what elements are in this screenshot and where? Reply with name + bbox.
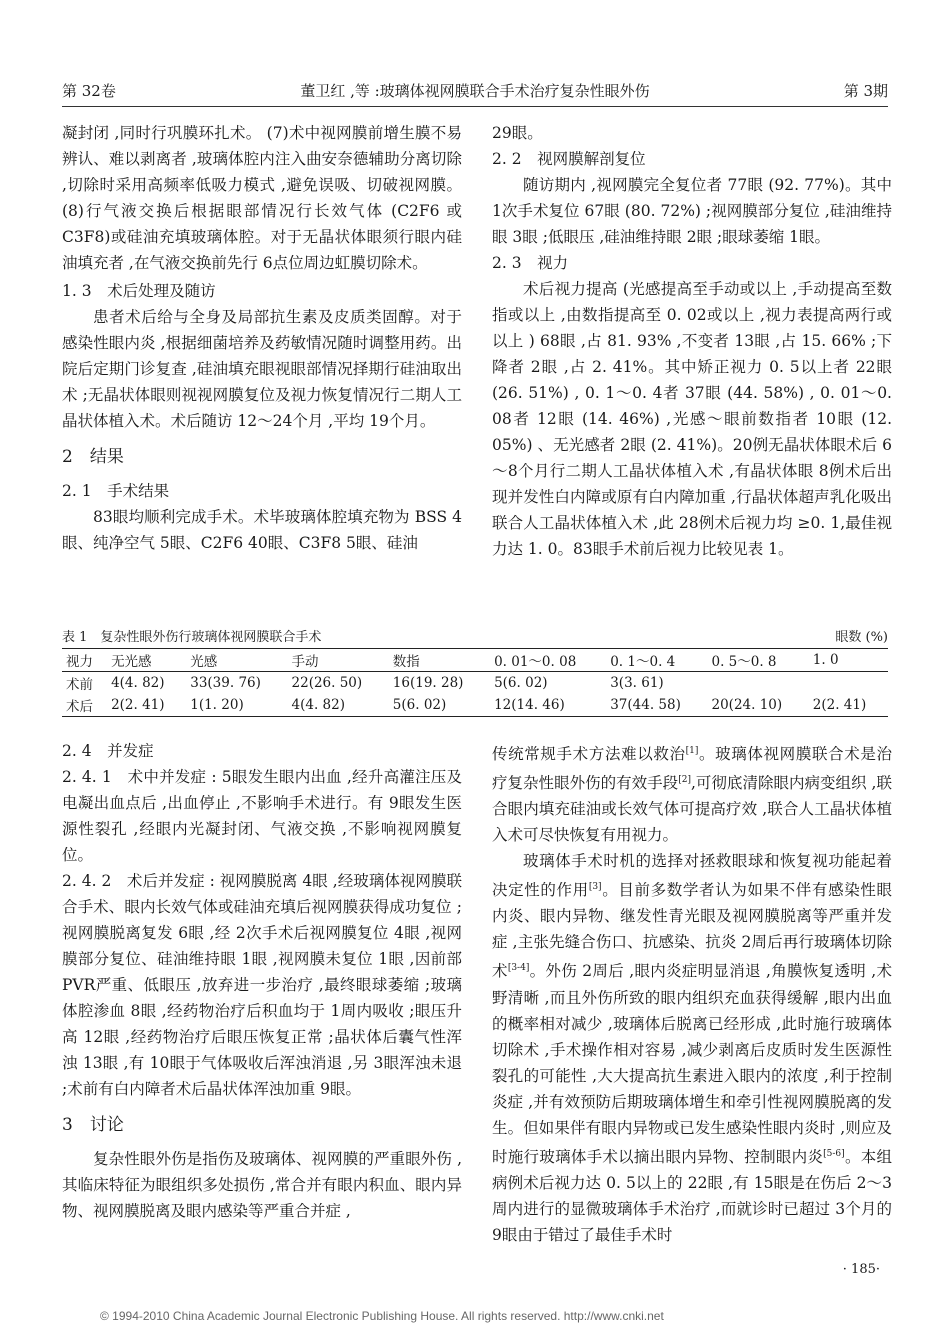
header-rule xyxy=(62,106,888,107)
section-2-title: 2 结果 xyxy=(62,447,124,467)
table-cell: 术后 xyxy=(66,699,93,715)
paragraph: 29眼。 xyxy=(492,124,543,142)
paragraph: 随访期内 ,视网膜完全复位者 77眼 (92. 77%)。其中 1次手术复位 67眼 (80. 72%) ;视网膜部分复位 ,硅油维持眼 3眼 ;低眼压 ,硅油维持眼 2眼 ;眼球萎缩 1眼。 xyxy=(492,176,892,246)
paragraph: 2. 4. 1 术中并发症 : 5眼发生眼内出血 ,经升高灌注压及电凝出血点后 ,出血停止 ,不影响手术进行。有 9眼发生医源性裂孔 ,经眼内光凝封闭、气液交换 ,不影响视网膜复位。 xyxy=(62,768,462,864)
paragraph: 传统常规手术方法难以救治[1]。玻璃体视网膜联合术是治疗复杂性眼外伤的有效手段[2],可彻底清除眼内病变组织 ,联合眼内填充硅油或长效气体可提高疗效 ,联合人工晶状体植入术可尽快恢复有用视力。 xyxy=(492,745,892,845)
table-unit: 眼数 (%) xyxy=(835,630,888,645)
table-header-cell: 1. 0 xyxy=(812,652,839,668)
paragraph: 凝封闭 ,同时行巩膜环扎术。 (7)术中视网膜前增生膜不易辨认、难以剥离者 ,玻璃体腔内注入曲安奈德辅助分离切除 ,切除时采用高频率低吸力模式 ,避免误吸、切破视网膜。 (8)行气液交换后根据眼部情况行长效气体 (C2F6 或 C3F8)或硅油充填玻璃体腔。对于无晶状体眼须行眼内硅油填充者 ,在气液交换前先行 6点位周边虹膜切除术。 xyxy=(62,124,462,272)
table-cell: 2(2. 41) xyxy=(111,697,165,713)
table-header-cell: 0. 01～0. 08 xyxy=(494,654,577,670)
volume-label: 第 32卷 xyxy=(62,82,116,100)
table-cell: 4(4. 82) xyxy=(111,675,165,691)
table-cell xyxy=(708,672,809,695)
section-1-3-title: 1. 3 术后处理及随访 xyxy=(62,282,216,300)
copyright-footer: © 1994-2010 China Academic Journal Electronic Publishing House. All rights reserved. http://www.cnki.net xyxy=(100,1309,664,1323)
paragraph: 复杂性眼外伤是指伤及玻璃体、视网膜的严重眼外伤 ,其临床特征为眼组织多处损伤 ,常合并有眼内积血、眼内异物、视网膜脱离及眼内感染等严重合并症 , xyxy=(62,1150,462,1220)
table-caption: 表 1 复杂性眼外伤行玻璃体视网膜联合手术 xyxy=(62,630,322,645)
table-cell: 5(6. 02) xyxy=(392,697,447,713)
paragraph: 玻璃体手术时机的选择对拯救眼球和恢复视功能起着决定性的作用[3]。目前多数学者认为如果不伴有感染性眼内炎、眼内异物、继发性青光眼及视网膜脱离等严重并发症 ,主张先缝合伤口、抗感染、抗炎 2周后再行玻璃体切除术[3-4]。外伤 2周后 ,眼内炎症明显消退 ,角膜恢复透明 ,术野清晰 ,而且外伤所致的眼内组织充血获得缓解 ,眼内出血的概率相对减少 ,玻璃体后脱离已经形成 ,此时施行玻璃体切除术 ,手术操作相对容易 ,减少剥离后皮质时发生医源性裂孔的可能性 ,大大提高抗生素进入眼内的浓度 ,利于控制炎症 ,并有效预防后期玻璃体增生和牵引性视网膜脱离的发生。但如果伴有眼内异物或已发生感染性眼内炎时 ,则应及时施行玻璃体手术以摘出眼内异物、控制眼内炎[5-6]。本组病例术后视力达 0. 5以上的 22眼 ,有 15眼是在伤后 2～3周内进行的显微玻璃体手术治疗 ,而就诊时已超过 3个月的 9眼由于错过了最佳手术时 xyxy=(492,852,892,1244)
table-header-cell: 手动 xyxy=(291,654,319,670)
section-3-title: 3 讨论 xyxy=(62,1115,124,1135)
table-header-cell: 光感 xyxy=(190,654,218,670)
table-cell: 3(3. 61) xyxy=(610,675,664,691)
citation: [3-4] xyxy=(507,963,530,974)
paragraph: 患者术后给与全身及局部抗生素及皮质类固醇。对于感染性眼内炎 ,根据细菌培养及药敏情况随时调整用药。出院后定期门诊复查 ,硅油填充眼视眼部情况择期行硅油取出术 ;无晶状体眼则视视网膜复位及视力恢复情况行二期人工晶状体植入术。术后随访 12～24个月 ,平均 19个月。 xyxy=(62,308,462,430)
right-column-top xyxy=(492,120,892,562)
table-cell: 术前 xyxy=(66,677,93,693)
table-cell: 4(4. 82) xyxy=(291,697,345,713)
running-header xyxy=(62,80,888,106)
table-cell: 12(14. 46) xyxy=(494,697,565,713)
section-2-1-title: 2. 1 手术结果 xyxy=(62,482,170,500)
section-2-2-title: 2. 2 视网膜解剖复位 xyxy=(492,150,646,168)
citation: [3] xyxy=(588,882,602,893)
table-header-cell: 数指 xyxy=(392,654,420,670)
left-column-bottom xyxy=(62,738,462,1224)
table-row xyxy=(62,694,888,717)
issue-label: 第 3期 xyxy=(843,82,888,100)
table-header-cell: 视力 xyxy=(66,654,93,670)
citation: [5-6] xyxy=(823,1148,845,1159)
table-header-cell: 0. 1～0. 4 xyxy=(610,654,676,670)
table-header-cell: 无光感 xyxy=(111,654,152,670)
section-2-4-title: 2. 4 并发症 xyxy=(62,742,154,760)
section-2-3-title: 2. 3 视力 xyxy=(492,254,569,272)
paragraph: 83眼均顺利完成手术。术毕玻璃体腔填充物为 BSS 4眼、纯净空气 5眼、C2F6 40眼、C3F8 5眼、硅油 xyxy=(62,508,462,552)
running-title: 董卫红 ,等 :玻璃体视网膜联合手术治疗复杂性眼外伤 xyxy=(300,82,650,100)
left-column-top xyxy=(62,120,462,556)
table-cell: 1(1. 20) xyxy=(190,697,244,713)
table-row xyxy=(62,672,888,695)
table-cell: 5(6. 02) xyxy=(494,675,548,691)
results-table xyxy=(62,648,888,717)
right-column-bottom xyxy=(492,738,892,1248)
table-header-cell: 0. 5～0. 8 xyxy=(711,654,777,670)
paragraph: 2. 4. 2 术后并发症 : 视网膜脱离 4眼 ,经玻璃体视网膜联合手术、眼内长效气体或硅油充填后视网膜获得成功复位 ;视网膜脱离复发 6眼 ,经 2次手术后视网膜复位 4眼 ,视网膜部分复位、硅油维持眼 1眼 ,视网膜未复位 1眼 ,因前部 PVR严重、低眼压 ,放弃进一步治疗 ,最终眼球萎缩 ;玻璃体腔渗血 8眼 ,经药物治疗后积血均于 1周内吸收 ;眼压升高 12眼 ,经药物治疗后眼压恢复正常 ;晶状体后囊气性浑浊 13眼 ,有 10眼于气体吸收后浑浊消退 ,另 3眼浑浊未退 ;术前有白内障者术后晶状体浑浊加重 9眼。 xyxy=(62,872,462,1098)
table-header-row xyxy=(62,649,888,672)
table-cell: 20(24. 10) xyxy=(711,697,783,713)
citation: [2] xyxy=(678,775,691,786)
table-cell: 2(2. 41) xyxy=(812,697,867,713)
table-cell xyxy=(809,672,888,695)
paragraph: 术后视力提高 (光感提高至手动或以上 ,手动提高至数指或以上 ,由数指提高至 0. 02或以上 ,视力表提高两行或以上 ) 68眼 ,占 81. 93% ,不变者 13眼 ,占 15. 66% ;下降者 2眼 ,占 2. 41%。其中矫正视力 0. 5以上者 22眼 (26. 51%) , 0. 1～0. 4者 37眼 (44. 58%) , 0. 01～0. 08者 12眼 (14. 46%) ,光感～眼前数指者 10眼 (12. 05%) 、无光感者 2眼 (2. 41%)。20例无晶状体眼术后 6～8个月行二期人工晶状体植入术 ,有晶状体眼 8例术后出现并发性白内障或原有白内障加重 ,行晶状体超声乳化吸出联合人工晶状体植入术 ,此 28例术后视力均 ≥0. 1,最佳视力达 1. 0。83眼手术前后视力比较见表 1。 xyxy=(492,280,892,558)
table-cell: 33(39. 76) xyxy=(190,675,261,691)
table-cell: 37(44. 58) xyxy=(610,697,681,713)
table-cell: 22(26. 50) xyxy=(291,675,363,691)
page-number: · 185· xyxy=(842,1262,880,1277)
citation: [1] xyxy=(685,746,699,756)
table-1 xyxy=(62,626,888,717)
table-cell: 16(19. 28) xyxy=(392,675,464,691)
